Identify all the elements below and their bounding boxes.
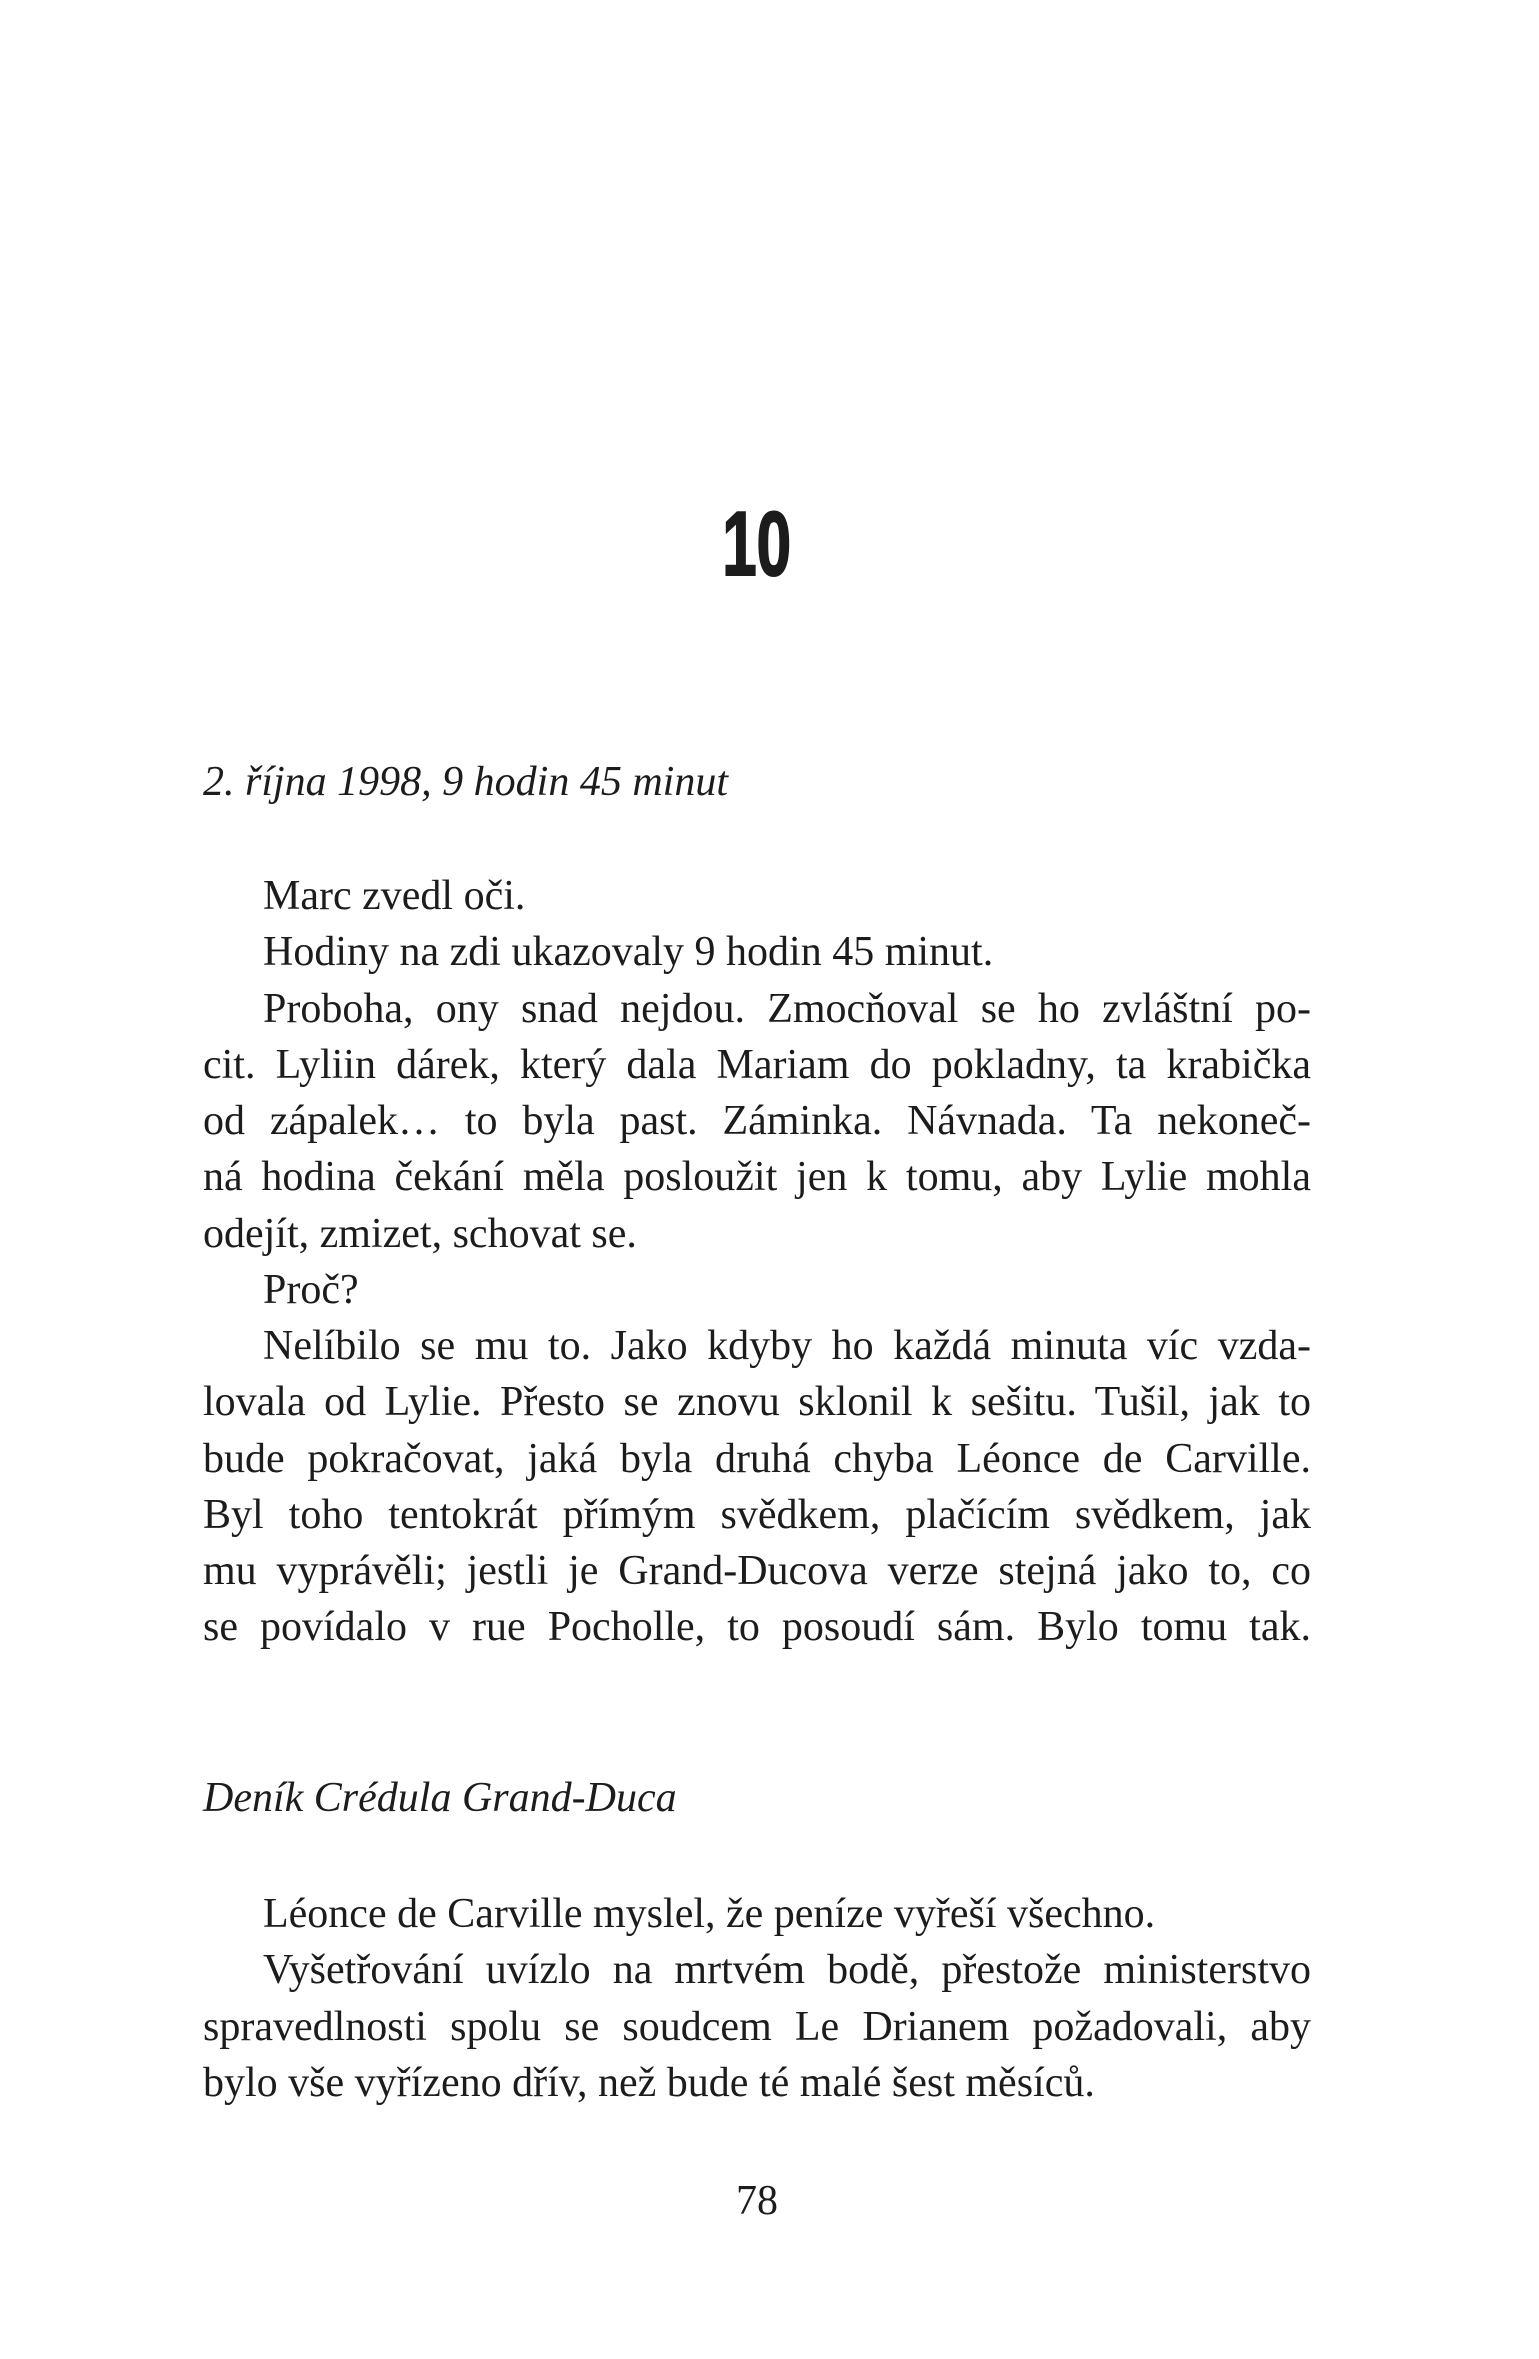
paragraph [203, 1262, 1311, 1318]
section-heading-diary: Deník Crédula Grand-Duca [203, 1775, 677, 1821]
text-line: Léonce de Carville myslel, že peníze vyřeší všechno. [263, 1891, 1156, 1937]
paragraph [203, 868, 1311, 924]
text-line: Vyšetřování uvízlo na mrtvém bodě, přestože ministerstvo [263, 1947, 1311, 1994]
section-2-body [203, 1886, 1311, 2111]
text-line: Hodiny na zdi ukazovaly 9 hodin 45 minut. [263, 929, 994, 976]
paragraph [203, 1886, 1311, 1942]
paragraph [203, 981, 1311, 1262]
text-line: Marc zvedl oči. [263, 873, 526, 919]
text-line: mu vyprávěli; jestli je Grand-Ducova verze stejná jako to, co [203, 1548, 1311, 1594]
section-1-body [203, 868, 1311, 1656]
text-line: od zápalek… to byla past. Záminka. Návnada. Ta nekoneč- [203, 1098, 1311, 1144]
text-line: Nelíbilo se mu to. Jako kdyby ho každá minuta víc vzda- [263, 1323, 1311, 1369]
text-line: lovala od Lylie. Přesto se znovu sklonil k sešitu. Tušil, jak to [203, 1379, 1311, 1426]
text-line: Proč? [263, 1266, 359, 1313]
paragraph [203, 1942, 1311, 2111]
chapter-number: 10 [722, 494, 792, 595]
text-line: ná hodina čekání měla posloužit jen k tomu, aby Lylie mohla [203, 1154, 1311, 1201]
text-line: Byl toho tentokrát přímým svědkem, plačícím svědkem, jak [203, 1491, 1311, 1538]
text-line: se povídalo v rue Pocholle, to posoudí sám. Bylo tomu tak. [203, 1604, 1311, 1651]
chapter-heading [203, 494, 1311, 595]
text-line: cit. Lyliin dárek, který dala Mariam do pokladny, ta krabička [203, 1041, 1311, 1088]
text-line: odejít, zmizet, schovat se. [203, 1210, 637, 1257]
section-heading-date: 2. října 1998, 9 hodin 45 minut [203, 759, 729, 805]
text-line: Proboha, ony snad nejdou. Zmocňoval se ho zvláštní po- [263, 985, 1311, 1032]
paragraph [203, 1318, 1311, 1656]
text-line: spravedlnosti spolu se soudcem Le Drianem požadovali, aby [203, 2003, 1311, 2050]
text-line: bylo vše vyřízeno dřív, než bude té malé šest měsíců. [203, 2059, 1095, 2106]
paragraph [203, 924, 1311, 980]
page-number: 78 [736, 2178, 778, 2224]
text-line: bude pokračovat, jaká byla druhá chyba Léonce de Carville. [203, 1435, 1311, 1482]
